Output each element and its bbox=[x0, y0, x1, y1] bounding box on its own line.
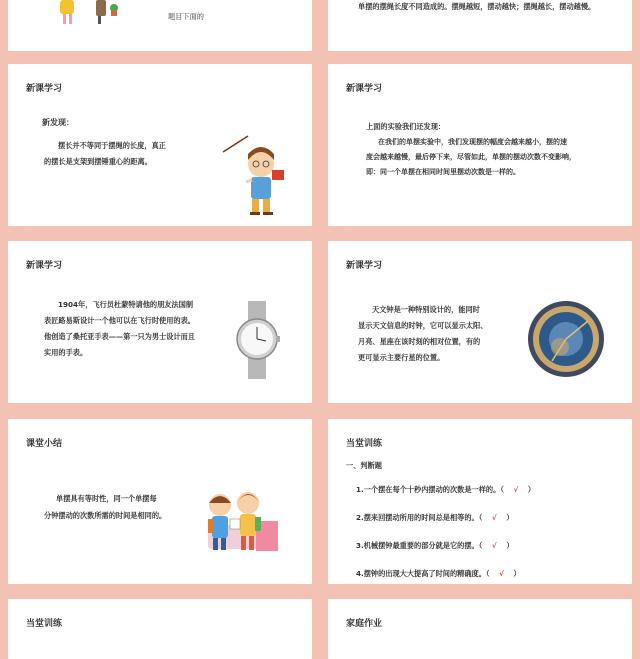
line-4: 实用的手表。 bbox=[44, 348, 88, 357]
two-students-icon bbox=[8, 419, 312, 584]
slide-title: 新课学习 bbox=[26, 84, 63, 94]
line-2: 在我们的单摆实验中，我们发现摆的幅度会越来越小，摆的速 bbox=[378, 138, 567, 146]
slide-summary bbox=[8, 419, 312, 584]
quiz-item: 3.机械摆钟最重要的部分就是它的摆。（ √ ） bbox=[356, 541, 514, 550]
slide-title: 新课学习 bbox=[346, 84, 383, 94]
body-line-1: 摆长并不等同于摆绳的长度，真正 bbox=[58, 141, 166, 150]
quiz-item: 2.摆来回摆动所用的时间总是相等的。（ √ ） bbox=[356, 513, 514, 522]
line-3: 月亮、星座在该时刻的相对位置，有的 bbox=[358, 337, 481, 346]
slide-title: 新课学习 bbox=[26, 261, 63, 271]
teacher-with-pointer-icon bbox=[8, 64, 312, 226]
top-right-text: 单摆的摆绳长度不同造成的。摆绳越短，摆动越快；摆绳越长，摆动越慢。 bbox=[358, 2, 596, 11]
line-2: 分钟摆动的次数所需的时间是相同的。 bbox=[44, 511, 167, 520]
slide-new-discovery bbox=[8, 64, 312, 226]
quiz-item: 1.一个摆在每个十秒内摆动的次数是一样的。（ √ ） bbox=[356, 485, 536, 494]
slide-title: 课堂小结 bbox=[26, 439, 63, 449]
slide-exercise-2 bbox=[8, 599, 312, 659]
slide-exercise bbox=[328, 419, 632, 584]
wristwatch-icon bbox=[8, 241, 312, 403]
slide-title: 家庭作业 bbox=[346, 619, 383, 629]
slide-astronomical-clock bbox=[328, 241, 632, 403]
line-2: 表匠路易斯设计一个他可以在飞行时使用的表。 bbox=[44, 316, 195, 325]
slide-experiment-finding bbox=[328, 64, 632, 226]
body-line-2: 的摆长是支架到摆锤重心的距离。 bbox=[44, 157, 152, 166]
line-1: 1904年，飞行员杜蒙特请他的朋友法国制 bbox=[58, 300, 194, 309]
slide-title: 当堂训练 bbox=[346, 439, 383, 449]
line-4: 更可显示主要行星的位置。 bbox=[358, 353, 445, 362]
section-heading: 一、判断题 bbox=[346, 461, 382, 470]
kids-illustration bbox=[8, 0, 312, 51]
slide-title: 当堂训练 bbox=[26, 619, 63, 629]
slide-title: 新课学习 bbox=[346, 261, 383, 271]
line-4: 即：同一个单摆在相同时间里摆动次数是一样的。 bbox=[366, 168, 520, 176]
line-2: 显示天文信息的时钟，它可以显示太阳、 bbox=[358, 321, 488, 330]
line-1: 单摆具有等时性，同一个单摆每 bbox=[56, 494, 157, 503]
quiz-item: 4.摆钟的出现大大提高了时间的精确度。（ √ ） bbox=[356, 569, 521, 578]
slide-watch-history bbox=[8, 241, 312, 403]
line-3: 度会越来越慢，最后停下来，尽管如此，单摆的摆动次数不变影响， bbox=[366, 153, 576, 161]
top-left-text: 题目下面的 bbox=[168, 12, 204, 21]
slide-top-left bbox=[8, 0, 312, 51]
heading: 新发现： bbox=[42, 118, 74, 127]
line-1: 天文钟是一种特别设计的，能同时 bbox=[372, 305, 480, 314]
slide-homework bbox=[328, 599, 632, 659]
slide-top-right bbox=[328, 0, 632, 51]
astronomical-clock-icon bbox=[328, 241, 632, 403]
line-3: 他创造了桑托亚手表——第一只为男士设计而且 bbox=[44, 332, 195, 341]
line-1: 上面的实验我们还发现： bbox=[366, 122, 446, 131]
